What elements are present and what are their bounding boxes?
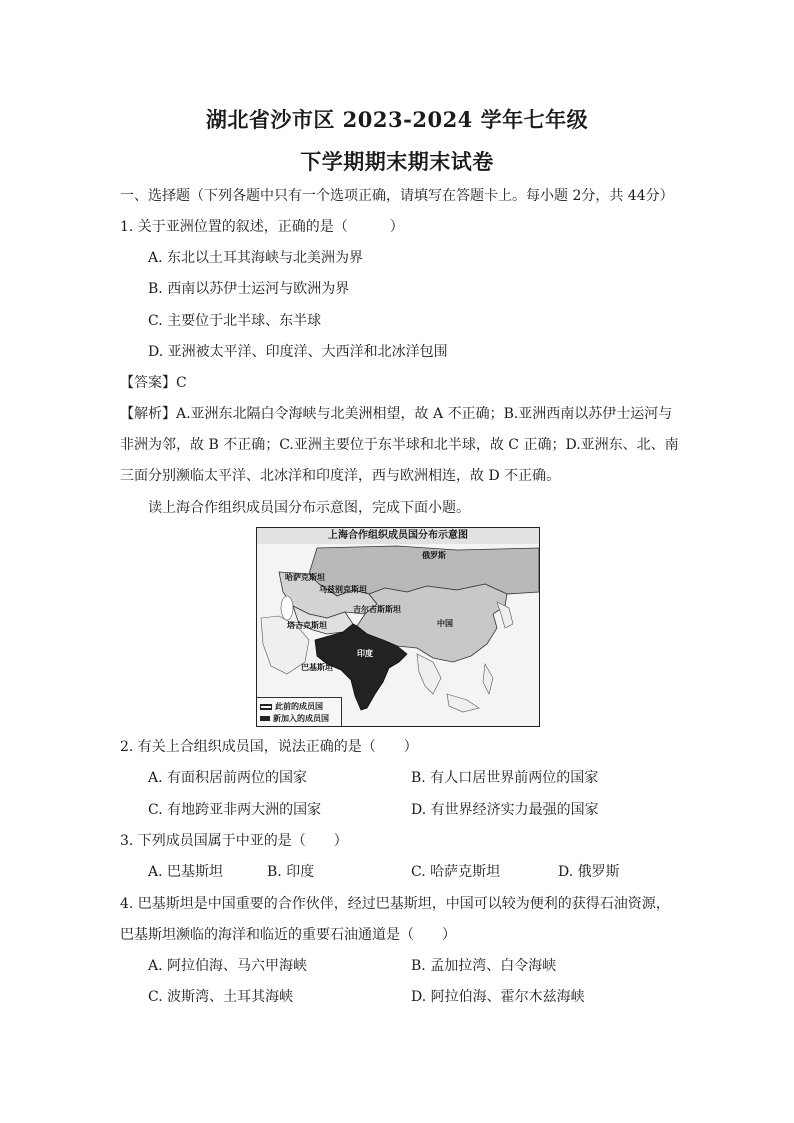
label-tajikistan: 塔吉克斯坦	[287, 621, 327, 630]
q1-option-c: C. 主要位于北半球、东半球	[148, 313, 322, 329]
sco-map-figure	[256, 527, 540, 727]
q2-stem: 2. 有关上合组织成员国，说法正确的是（ ）	[120, 739, 418, 755]
legend-new-label: 新加入的成员国	[273, 714, 329, 723]
q3-option-c: C. 哈萨克斯坦	[411, 864, 501, 880]
q4-option-b: B. 孟加拉湾、白令海峡	[411, 958, 557, 974]
q4-stem-line2: 巴基斯坦濒临的海洋和临近的重要石油通道是（ ）	[120, 927, 456, 943]
map-title: 上海合作组织成员国分布示意图	[257, 528, 539, 545]
q1-option-d: D. 亚洲被太平洋、印度洋、大西洋和北冰洋包围	[148, 344, 448, 360]
map-legend	[257, 697, 342, 726]
legend-previous	[260, 701, 323, 712]
label-uzbekistan: 乌兹别克斯坦	[319, 585, 367, 594]
legend-new-swatch	[260, 716, 270, 721]
legend-new	[260, 713, 329, 724]
q1-analysis-line3: 三面分别濒临太平洋、北冰洋和印度洋，西与欧洲相连，故 D 不正确。	[120, 468, 561, 484]
q1-answer: 【答案】C	[120, 375, 187, 391]
q1-analysis-line2: 非洲为邻，故 B 不正确；C.亚洲主要位于东半球和北半球，故 C 正确；D.亚洲东、北、南	[120, 437, 679, 453]
q2-option-d: D. 有世界经济实力最强的国家	[411, 802, 599, 818]
q4-option-a: A. 阿拉伯海、马六甲海峡	[148, 958, 308, 974]
q3-option-d: D. 俄罗斯	[558, 864, 620, 880]
section-header: 一、选择题（下列各题中只有一个选项正确，请填写在答题卡上。每小题 2分，共 44分）	[120, 188, 674, 204]
q1-stem: 1. 关于亚洲位置的叙述，正确的是（ ）	[120, 219, 404, 235]
q1-option-a: A. 东北以土耳其海峡与北美洲为界	[148, 250, 364, 266]
label-kazakhstan: 哈萨克斯坦	[285, 573, 325, 582]
q4-stem-line1: 4. 巴基斯坦是中国重要的合作伙伴，经过巴基斯坦，中国可以较为便利的获得石油资源，	[120, 896, 670, 912]
q2-option-c: C. 有地跨亚非两大洲的国家	[148, 802, 322, 818]
exam-title-line2: 下学期期末期末试卷	[300, 149, 494, 174]
q2-option-b: B. 有人口居世界前两位的国家	[411, 770, 599, 786]
q3-option-b: B. 印度	[267, 864, 315, 880]
label-russia: 俄罗斯	[422, 551, 446, 560]
legend-previous-swatch	[260, 704, 272, 710]
label-china: 中国	[437, 619, 453, 628]
q3-stem: 3. 下列成员国属于中亚的是（ ）	[120, 833, 348, 849]
q3-option-a: A. 巴基斯坦	[148, 864, 224, 880]
map-intro: 读上海合作组织成员国分布示意图，完成下面小题。	[148, 500, 470, 516]
exam-title-line1: 湖北省沙市区 2023-2024 学年七年级	[205, 107, 589, 132]
label-pakistan: 巴基斯坦	[301, 663, 333, 672]
q2-option-a: A. 有面积居前两位的国家	[148, 770, 308, 786]
q4-option-d: D. 阿拉伯海、霍尔木兹海峡	[411, 989, 585, 1005]
q1-analysis-line1: 【解析】A.亚洲东北隔白令海峡与北美洲相望，故 A 不正确；B.亚洲西南以苏伊士运河与	[120, 406, 673, 422]
q4-option-c: C. 波斯湾、土耳其海峡	[148, 989, 294, 1005]
q1-option-b: B. 西南以苏伊士运河与欧洲为界	[148, 281, 350, 297]
label-india: 印度	[357, 649, 373, 658]
legend-previous-label: 此前的成员国	[275, 702, 323, 711]
label-kyrgyzstan: 吉尔吉斯斯坦	[353, 605, 401, 614]
